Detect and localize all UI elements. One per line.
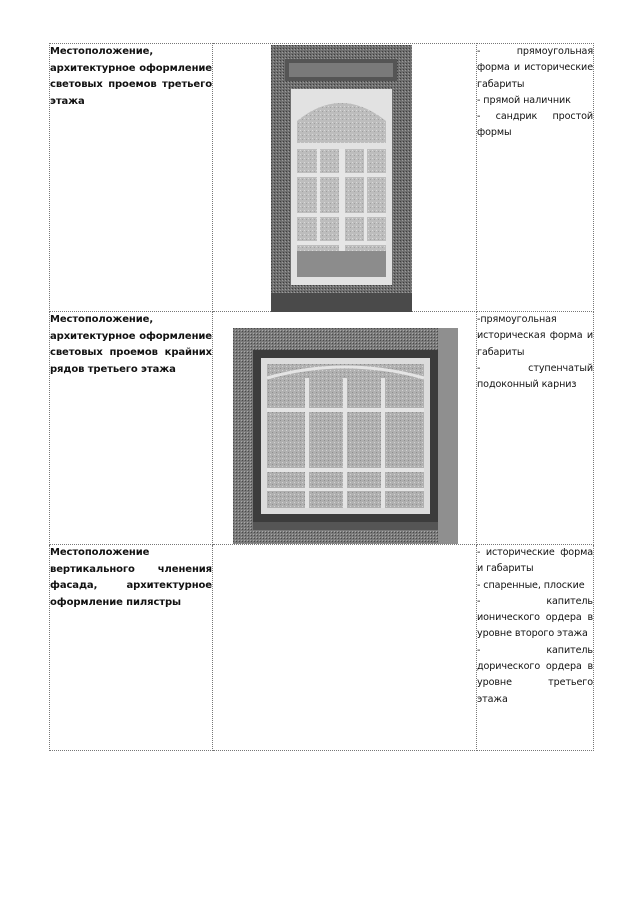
row-description: Местоположение, архитектурное оформление световых проемов третьего этажа: [50, 44, 213, 312]
table-row: [50, 312, 594, 545]
photo-cell: [213, 545, 477, 751]
window-photo-square: [233, 328, 458, 544]
feature-item: - ступенчатый подоконный карниз: [477, 362, 593, 391]
row-description: Местоположение вертикального членения фасада, архитектурное оформление пилястры: [50, 545, 213, 751]
feature-item: - прямоугольная форма и исторические габариты: [477, 46, 593, 90]
feature-item: - исторические форма и габариты: [477, 547, 593, 575]
feature-item: - прямой наличник: [477, 94, 571, 106]
feature-item: - сандрик простой формы: [477, 111, 593, 139]
window-photo-arched: [271, 45, 412, 312]
table-row: [50, 44, 594, 312]
feature-item: - спаренные, плоские: [477, 579, 585, 591]
row-features: [477, 44, 594, 312]
feature-item: - капитель дорического ордера в уровне третьего этажа: [477, 644, 593, 705]
table-row: [50, 545, 594, 751]
feature-item: - капитель ионического ордера в уровне второго этажа: [477, 595, 593, 640]
protection-table: [49, 43, 594, 751]
row-features: [477, 545, 594, 751]
feature-item: -прямоугольная историческая форма и габариты: [477, 314, 593, 358]
photo-cell: [213, 44, 477, 312]
photo-cell: [213, 312, 477, 545]
row-features: [477, 312, 594, 545]
row-description: Местоположение, архитектурное оформление световых проемов крайних рядов третьего этажа: [50, 312, 213, 545]
